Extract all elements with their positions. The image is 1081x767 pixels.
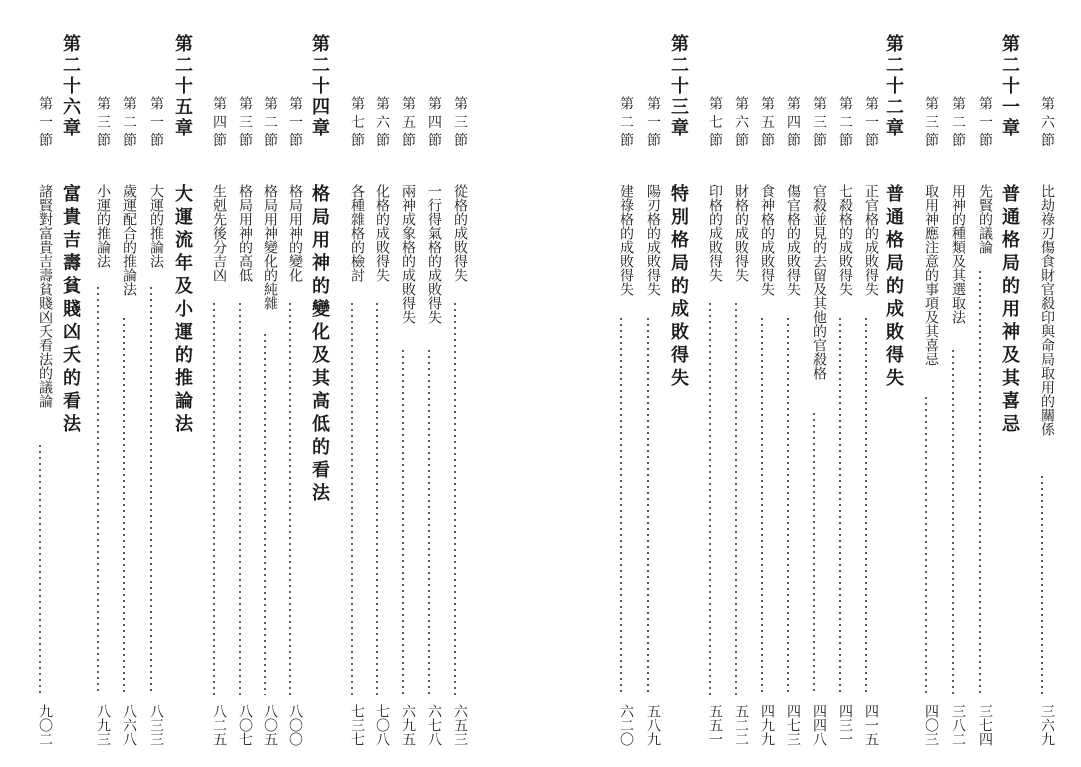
section-number: 第 一 節	[148, 96, 164, 147]
chapter-number: 第二十四章	[309, 34, 330, 139]
leader-dots	[839, 316, 841, 695]
page-number: 八六八	[121, 704, 137, 746]
page-number: 五五一	[707, 704, 723, 746]
leader-dots	[620, 316, 622, 695]
leader-dots	[761, 316, 763, 695]
leader-dots	[979, 269, 981, 695]
leader-dots	[454, 301, 456, 695]
leader-dots	[709, 301, 711, 695]
leader-dots	[289, 301, 291, 695]
section-number: 第 六 節	[374, 96, 390, 147]
section-number: 第 四 節	[211, 96, 227, 147]
page-number: 六五三	[452, 704, 468, 746]
section-number: 第 一 節	[863, 96, 879, 147]
toc-entry[interactable]	[228, 34, 252, 746]
toc-entry[interactable]	[1030, 34, 1054, 746]
toc-entry[interactable]	[340, 34, 364, 746]
section-title: 格局用神的高低	[237, 184, 253, 282]
chapter-title: 特別格局的成敗得失	[668, 184, 689, 391]
page-number: 六二〇	[618, 704, 634, 746]
toc-entry[interactable]	[365, 34, 389, 746]
section-title: 一行得氣格的成敗得失	[426, 184, 442, 324]
section-number: 第 五 節	[759, 96, 775, 147]
toc-entry[interactable]	[698, 34, 722, 746]
section-title: 先賢的議論	[977, 184, 993, 254]
page-number: 六七八	[426, 704, 442, 746]
chapter-number: 第二十三章	[668, 34, 689, 139]
section-number: 第 三 節	[452, 96, 468, 147]
toc-entry[interactable]	[750, 34, 774, 746]
section-title: 格局用神變化的純雜	[262, 184, 278, 310]
toc-entry[interactable]	[391, 34, 415, 746]
page-number: 四三一	[837, 704, 853, 746]
page-number: 五八九	[645, 704, 661, 746]
chapter-heading	[168, 34, 192, 746]
toc-entry[interactable]	[609, 34, 633, 746]
toc-entry[interactable]	[112, 34, 136, 746]
section-title: 諸賢對富貴吉壽貧賤凶夭看法的議論	[37, 184, 53, 408]
leader-dots	[735, 301, 737, 695]
toc-entry[interactable]	[968, 34, 992, 746]
page-number: 八〇〇	[287, 704, 303, 746]
leader-dots	[1041, 474, 1043, 695]
leader-dots	[787, 316, 789, 695]
section-number: 第 三 節	[923, 96, 939, 147]
section-number: 第 一 節	[645, 96, 661, 147]
section-title: 生剋先後分吉凶	[211, 184, 227, 282]
chapter-heading	[664, 34, 688, 746]
leader-dots	[239, 301, 241, 695]
leader-dots	[376, 301, 378, 695]
section-number: 第 一 節	[287, 96, 303, 147]
section-number: 第 二 節	[837, 96, 853, 147]
page-number: 七三七	[349, 704, 365, 746]
page-number: 三八二	[950, 704, 966, 746]
toc-entry[interactable]	[941, 34, 965, 746]
toc-entry[interactable]	[278, 34, 302, 746]
toc-entry[interactable]	[854, 34, 878, 746]
leader-dots	[402, 348, 404, 695]
section-number: 第 三 節	[811, 96, 827, 147]
section-number: 第 三 節	[95, 96, 111, 147]
section-title: 正官格的成敗得失	[863, 184, 879, 296]
section-title: 取用神應注意的事項及其喜忌	[923, 184, 939, 366]
chapter-heading	[995, 34, 1019, 746]
page-number: 八九三	[95, 704, 111, 746]
section-title: 陽刃格的成敗得失	[645, 184, 661, 296]
leader-dots	[813, 411, 815, 695]
chapter-title: 大運流年及小運的推論法	[172, 184, 193, 437]
page-number: 四四八	[811, 704, 827, 746]
section-title: 比劫祿刃傷食財官殺印與命局取用的關係	[1039, 184, 1055, 436]
leader-dots	[925, 395, 927, 695]
section-title: 各種雜格的檢討	[349, 184, 365, 282]
section-title: 七殺格的成敗得失	[837, 184, 853, 296]
page-number: 八〇七	[237, 704, 253, 746]
toc-entry[interactable]	[636, 34, 660, 746]
page-number: 五二二	[733, 704, 749, 746]
section-number: 第 七 節	[349, 96, 365, 147]
section-title: 格局用神的變化	[287, 184, 303, 282]
leader-dots	[264, 332, 266, 695]
toc-entry[interactable]	[776, 34, 800, 746]
section-title: 兩神成象格的成敗得失	[400, 184, 416, 324]
page-number: 六九五	[400, 704, 416, 746]
leader-dots	[213, 301, 215, 695]
toc-entry[interactable]	[28, 34, 52, 746]
toc-entry[interactable]	[417, 34, 441, 746]
section-number: 第 六 節	[733, 96, 749, 147]
section-title: 財格的成敗得失	[733, 184, 749, 282]
section-number: 第 二 節	[121, 96, 137, 147]
section-number: 第 一 節	[37, 96, 53, 147]
toc-entry[interactable]	[828, 34, 852, 746]
page-number: 三六九	[1039, 704, 1055, 746]
page-number: 四一五	[863, 704, 879, 746]
chapter-heading	[56, 34, 80, 746]
chapter-number: 第二十一章	[999, 34, 1020, 139]
page-number: 三七四	[977, 704, 993, 746]
section-title: 傷官格的成敗得失	[785, 184, 801, 296]
section-title: 用神的種類及其選取法	[950, 184, 966, 324]
toc-entry[interactable]	[86, 34, 110, 746]
leader-dots	[97, 285, 99, 695]
toc-entry[interactable]	[802, 34, 826, 746]
toc-entry[interactable]	[443, 34, 467, 746]
section-number: 第 六 節	[1039, 96, 1055, 147]
page-number: 七〇八	[374, 704, 390, 746]
chapter-heading	[879, 34, 903, 746]
leader-dots	[428, 348, 430, 695]
leader-dots	[351, 301, 353, 695]
toc-entry[interactable]	[914, 34, 938, 746]
chapter-number: 第二十五章	[172, 34, 193, 139]
section-title: 印格的成敗得失	[707, 184, 723, 282]
chapter-title: 普通格局的成敗得失	[883, 184, 904, 391]
chapter-number: 第二十六章	[60, 34, 81, 139]
section-number: 第 二 節	[950, 96, 966, 147]
page-number: 八〇五	[262, 704, 278, 746]
page-number: 四九九	[759, 704, 775, 746]
section-title: 化格的成敗得失	[374, 184, 390, 282]
leader-dots	[123, 316, 125, 695]
section-number: 第 一 節	[977, 96, 993, 147]
section-title: 小運的推論法	[95, 184, 111, 268]
leader-dots	[865, 316, 867, 695]
chapter-title: 格局用神的變化及其高低的看法	[309, 184, 330, 506]
chapter-title: 普通格局的用神及其喜忌	[999, 184, 1020, 437]
section-number: 第 二 節	[618, 96, 634, 147]
section-number: 第 五 節	[400, 96, 416, 147]
toc-entry[interactable]	[724, 34, 748, 746]
section-number: 第 四 節	[426, 96, 442, 147]
page-number: 四〇三	[923, 704, 939, 746]
leader-dots	[150, 285, 152, 695]
section-title: 官殺並見的去留及其他的官殺格	[811, 184, 827, 380]
section-title: 歲運配合的推論法	[121, 184, 137, 296]
toc-entry[interactable]	[202, 34, 226, 746]
section-number: 第 三 節	[237, 96, 253, 147]
section-title: 大運的推論法	[148, 184, 164, 268]
leader-dots	[647, 316, 649, 695]
leader-dots	[952, 348, 954, 695]
page-number: 九〇二	[37, 704, 53, 746]
page-number: 八二五	[211, 704, 227, 746]
leader-dots	[39, 443, 41, 695]
section-number: 第 四 節	[785, 96, 801, 147]
chapter-number: 第二十二章	[883, 34, 904, 139]
section-title: 食神格的成敗得失	[759, 184, 775, 296]
chapter-title: 富貴吉壽貧賤凶夭的看法	[60, 184, 81, 437]
page-number: 四七三	[785, 704, 801, 746]
toc-entry[interactable]	[253, 34, 277, 746]
page-number: 八三三	[148, 704, 164, 746]
toc-entry[interactable]	[139, 34, 163, 746]
section-number: 第 七 節	[707, 96, 723, 147]
section-title: 從格的成敗得失	[452, 184, 468, 282]
section-number: 第 二 節	[262, 96, 278, 147]
section-title: 建祿格的成敗得失	[618, 184, 634, 296]
chapter-heading	[305, 34, 329, 746]
